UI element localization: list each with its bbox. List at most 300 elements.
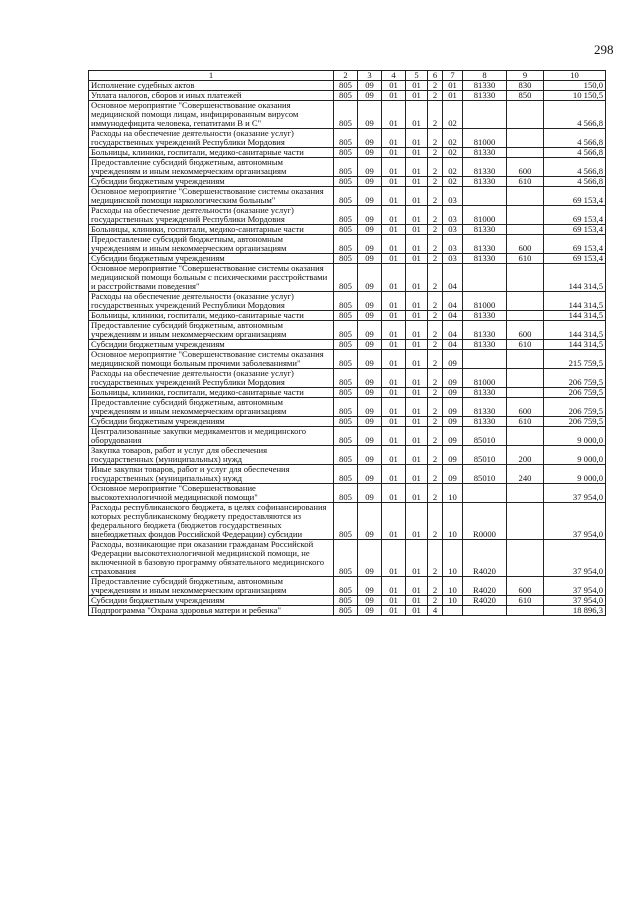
subsection-code: 01 [382, 340, 406, 350]
expense-type-code: 600 [507, 577, 544, 596]
event-code: 09 [443, 417, 463, 427]
row-name: Предоставление субсидий бюджетным, автономным учреждениям и иным некоммерческим организациям [89, 577, 334, 596]
program-code: 01 [406, 427, 428, 446]
direction-code [463, 606, 507, 616]
admin-code: 805 [334, 158, 358, 177]
expense-type-code: 830 [507, 81, 544, 91]
program-code: 01 [406, 606, 428, 616]
row-name: Предоставление субсидий бюджетным, автономным учреждениям и иным некоммерческим организациям [89, 158, 334, 177]
admin-code: 805 [334, 427, 358, 446]
section-code: 09 [358, 81, 382, 91]
row-name: Основное мероприятие "Совершенствование высокотехнологичной медицинской помощи" [89, 484, 334, 503]
program-code: 01 [406, 540, 428, 577]
expense-type-code [507, 606, 544, 616]
expense-type-code [507, 225, 544, 235]
direction-code: 81330 [463, 148, 507, 158]
table-row [89, 91, 606, 101]
subsection-code: 01 [382, 446, 406, 465]
amount: 4 566,8 [544, 158, 606, 177]
amount: 4 566,8 [544, 129, 606, 148]
direction-code: 85010 [463, 446, 507, 465]
column-header: 7 [443, 71, 463, 81]
direction-code: 81330 [463, 417, 507, 427]
row-name: Предоставление субсидий бюджетным, автономным учреждениям и иным некоммерческим организациям [89, 321, 334, 340]
event-code: 09 [443, 350, 463, 369]
section-code: 09 [358, 148, 382, 158]
program-code: 01 [406, 225, 428, 235]
admin-code: 805 [334, 292, 358, 311]
subprogram-code: 2 [428, 129, 443, 148]
subsection-code: 01 [382, 129, 406, 148]
row-name: Основное мероприятие "Совершенствование оказания медицинской помощи лицам, инфицированным вирусом иммунодефицита человека, гепатитами В и С" [89, 101, 334, 129]
subsection-code: 01 [382, 292, 406, 311]
expense-type-code [507, 101, 544, 129]
amount: 9 000,0 [544, 465, 606, 484]
subsection-code: 01 [382, 417, 406, 427]
budget-table [88, 70, 606, 616]
direction-code: 81330 [463, 177, 507, 187]
direction-code: 81330 [463, 388, 507, 398]
admin-code: 805 [334, 311, 358, 321]
subprogram-code: 2 [428, 577, 443, 596]
amount: 37 954,0 [544, 540, 606, 577]
admin-code: 805 [334, 446, 358, 465]
expense-type-code [507, 311, 544, 321]
section-code: 09 [358, 465, 382, 484]
expense-type-code [507, 388, 544, 398]
subprogram-code: 2 [428, 148, 443, 158]
admin-code: 805 [334, 540, 358, 577]
table-row [89, 503, 606, 540]
direction-code: 81330 [463, 340, 507, 350]
subprogram-code: 2 [428, 417, 443, 427]
event-code: 02 [443, 177, 463, 187]
direction-code: 81330 [463, 81, 507, 91]
subsection-code: 01 [382, 388, 406, 398]
section-code: 09 [358, 398, 382, 417]
section-code: 09 [358, 503, 382, 540]
expense-type-code [507, 292, 544, 311]
admin-code: 805 [334, 129, 358, 148]
admin-code: 805 [334, 417, 358, 427]
amount: 18 896,3 [544, 606, 606, 616]
subsection-code: 01 [382, 187, 406, 206]
admin-code: 805 [334, 606, 358, 616]
program-code: 01 [406, 398, 428, 417]
expense-type-code: 200 [507, 446, 544, 465]
column-header: 2 [334, 71, 358, 81]
table-row [89, 264, 606, 292]
subprogram-code: 2 [428, 311, 443, 321]
direction-code: 81330 [463, 91, 507, 101]
event-code: 04 [443, 292, 463, 311]
direction-code: 81000 [463, 206, 507, 225]
event-code: 02 [443, 148, 463, 158]
column-header: 10 [544, 71, 606, 81]
table-row [89, 254, 606, 264]
event-code: 03 [443, 254, 463, 264]
subprogram-code: 2 [428, 264, 443, 292]
section-code: 09 [358, 340, 382, 350]
subprogram-code: 2 [428, 81, 443, 91]
amount: 37 954,0 [544, 484, 606, 503]
subsection-code: 01 [382, 177, 406, 187]
event-code: 03 [443, 187, 463, 206]
table-row [89, 158, 606, 177]
section-code: 09 [358, 129, 382, 148]
row-name: Предоставление субсидий бюджетным, автономным учреждениям и иным некоммерческим организациям [89, 398, 334, 417]
program-code: 01 [406, 465, 428, 484]
direction-code: 81330 [463, 398, 507, 417]
subprogram-code: 2 [428, 254, 443, 264]
page-number: 298 [594, 42, 614, 57]
row-name: Расходы республиканского бюджета, в целях софинансирования которых республиканскому бюджету предоставляются из федерального бюджета (бюджетов государственных внебюджетных фондов Российской Федерации) субсидии [89, 503, 334, 540]
table-row [89, 369, 606, 388]
amount: 215 759,5 [544, 350, 606, 369]
subprogram-code: 2 [428, 350, 443, 369]
program-code: 01 [406, 340, 428, 350]
row-name: Закупка товаров, работ и услуг для обеспечения государственных (муниципальных) нужд [89, 446, 334, 465]
admin-code: 805 [334, 321, 358, 340]
subprogram-code: 2 [428, 446, 443, 465]
subprogram-code: 2 [428, 177, 443, 187]
program-code: 01 [406, 388, 428, 398]
expense-type-code [507, 148, 544, 158]
expense-type-code: 610 [507, 596, 544, 606]
table-row [89, 465, 606, 484]
amount: 10 150,5 [544, 91, 606, 101]
expense-type-code [507, 206, 544, 225]
subsection-code: 01 [382, 577, 406, 596]
expense-type-code: 850 [507, 91, 544, 101]
subsection-code: 01 [382, 596, 406, 606]
subsection-code: 01 [382, 484, 406, 503]
program-code: 01 [406, 446, 428, 465]
direction-code: R4020 [463, 540, 507, 577]
column-header: 8 [463, 71, 507, 81]
program-code: 01 [406, 91, 428, 101]
direction-code: 81000 [463, 129, 507, 148]
row-name: Расходы на обеспечение деятельности (оказание услуг) государственных учреждений Республики Мордовия [89, 292, 334, 311]
direction-code: 81330 [463, 225, 507, 235]
subsection-code: 01 [382, 350, 406, 369]
row-name: Централизованные закупки медикаментов и медицинского оборудования [89, 427, 334, 446]
admin-code: 805 [334, 596, 358, 606]
table-row [89, 292, 606, 311]
admin-code: 805 [334, 206, 358, 225]
subsection-code: 01 [382, 264, 406, 292]
row-name: Расходы на обеспечение деятельности (оказание услуг) государственных учреждений Республики Мордовия [89, 369, 334, 388]
admin-code: 805 [334, 350, 358, 369]
subprogram-code: 2 [428, 321, 443, 340]
expense-type-code: 610 [507, 254, 544, 264]
subprogram-code: 2 [428, 427, 443, 446]
expense-type-code [507, 187, 544, 206]
direction-code: 81330 [463, 311, 507, 321]
section-code: 09 [358, 369, 382, 388]
section-code: 09 [358, 187, 382, 206]
event-code: 02 [443, 101, 463, 129]
section-code: 09 [358, 206, 382, 225]
admin-code: 805 [334, 503, 358, 540]
expense-type-code [507, 503, 544, 540]
event-code: 03 [443, 235, 463, 254]
event-code: 09 [443, 427, 463, 446]
program-code: 01 [406, 101, 428, 129]
event-code: 10 [443, 503, 463, 540]
subsection-code: 01 [382, 369, 406, 388]
section-code: 09 [358, 596, 382, 606]
table-row [89, 484, 606, 503]
subprogram-code: 2 [428, 340, 443, 350]
admin-code: 805 [334, 187, 358, 206]
event-code: 01 [443, 81, 463, 91]
amount: 206 759,5 [544, 388, 606, 398]
admin-code: 805 [334, 398, 358, 417]
event-code: 09 [443, 465, 463, 484]
subsection-code: 01 [382, 398, 406, 417]
section-code: 09 [358, 427, 382, 446]
admin-code: 805 [334, 465, 358, 484]
direction-code: R4020 [463, 596, 507, 606]
event-code: 09 [443, 398, 463, 417]
section-code: 09 [358, 446, 382, 465]
subsection-code: 01 [382, 540, 406, 577]
program-code: 01 [406, 129, 428, 148]
table-row [89, 235, 606, 254]
program-code: 01 [406, 235, 428, 254]
section-code: 09 [358, 350, 382, 369]
expense-type-code [507, 484, 544, 503]
row-name: Подпрограмма "Охрана здоровья матери и ребенка" [89, 606, 334, 616]
table-row [89, 177, 606, 187]
direction-code: 81330 [463, 254, 507, 264]
subsection-code: 01 [382, 148, 406, 158]
program-code: 01 [406, 417, 428, 427]
admin-code: 805 [334, 81, 358, 91]
row-name: Больницы, клиники, госпитали, медико-санитарные части [89, 311, 334, 321]
amount: 206 759,5 [544, 398, 606, 417]
section-code: 09 [358, 264, 382, 292]
subprogram-code: 2 [428, 465, 443, 484]
admin-code: 805 [334, 235, 358, 254]
row-name: Субсидии бюджетным учреждениям [89, 340, 334, 350]
program-code: 01 [406, 158, 428, 177]
expense-type-code: 600 [507, 235, 544, 254]
amount: 69 153,4 [544, 225, 606, 235]
table-row [89, 577, 606, 596]
admin-code: 805 [334, 101, 358, 129]
amount: 37 954,0 [544, 596, 606, 606]
section-code: 09 [358, 235, 382, 254]
expense-type-code: 610 [507, 417, 544, 427]
amount: 69 153,4 [544, 187, 606, 206]
subsection-code: 01 [382, 254, 406, 264]
section-code: 09 [358, 321, 382, 340]
event-code: 02 [443, 158, 463, 177]
event-code: 01 [443, 91, 463, 101]
amount: 69 153,4 [544, 235, 606, 254]
table-row [89, 81, 606, 91]
subprogram-code: 2 [428, 388, 443, 398]
event-code: 10 [443, 596, 463, 606]
subsection-code: 01 [382, 235, 406, 254]
subprogram-code: 2 [428, 158, 443, 177]
subsection-code: 01 [382, 311, 406, 321]
amount: 69 153,4 [544, 206, 606, 225]
admin-code: 805 [334, 484, 358, 503]
admin-code: 805 [334, 91, 358, 101]
expense-type-code [507, 540, 544, 577]
subsection-code: 01 [382, 158, 406, 177]
section-code: 09 [358, 101, 382, 129]
event-code: 03 [443, 225, 463, 235]
amount: 4 566,8 [544, 177, 606, 187]
amount: 144 314,5 [544, 264, 606, 292]
direction-code [463, 187, 507, 206]
expense-type-code: 600 [507, 398, 544, 417]
table-row [89, 340, 606, 350]
subsection-code: 01 [382, 606, 406, 616]
event-code: 09 [443, 446, 463, 465]
subsection-code: 01 [382, 321, 406, 340]
program-code: 01 [406, 596, 428, 606]
table-row [89, 187, 606, 206]
row-name: Больницы, клиники, госпитали, медико-санитарные части [89, 388, 334, 398]
event-code: 04 [443, 340, 463, 350]
row-name: Расходы на обеспечение деятельности (оказание услуг) государственных учреждений Республики Мордовия [89, 129, 334, 148]
table-row [89, 148, 606, 158]
section-code: 09 [358, 177, 382, 187]
row-name: Расходы, возникающие при оказании гражданам Российской Федерации высокотехнологичной медицинской помощи, не включенной в базовую программу обязательного медицинского страхования [89, 540, 334, 577]
section-code: 09 [358, 417, 382, 427]
subprogram-code: 2 [428, 91, 443, 101]
table-row [89, 206, 606, 225]
table-row [89, 225, 606, 235]
direction-code: R0000 [463, 503, 507, 540]
expense-type-code [507, 350, 544, 369]
event-code: 10 [443, 484, 463, 503]
subprogram-code: 2 [428, 503, 443, 540]
amount: 206 759,5 [544, 417, 606, 427]
row-name: Расходы на обеспечение деятельности (оказание услуг) государственных учреждений Республики Мордовия [89, 206, 334, 225]
admin-code: 805 [334, 264, 358, 292]
amount: 144 314,5 [544, 311, 606, 321]
program-code: 01 [406, 206, 428, 225]
expense-type-code: 610 [507, 177, 544, 187]
subsection-code: 01 [382, 427, 406, 446]
amount: 4 566,8 [544, 148, 606, 158]
amount: 144 314,5 [544, 340, 606, 350]
amount: 37 954,0 [544, 503, 606, 540]
section-code: 09 [358, 606, 382, 616]
row-name: Предоставление субсидий бюджетным, автономным учреждениям и иным некоммерческим организациям [89, 235, 334, 254]
row-name: Иные закупки товаров, работ и услуг для обеспечения государственных (муниципальных) нужд [89, 465, 334, 484]
program-code: 01 [406, 177, 428, 187]
row-name: Субсидии бюджетным учреждениям [89, 596, 334, 606]
admin-code: 805 [334, 225, 358, 235]
subsection-code: 01 [382, 101, 406, 129]
amount: 9 000,0 [544, 446, 606, 465]
expense-type-code: 600 [507, 158, 544, 177]
row-name: Основное мероприятие "Совершенствование системы оказания медицинской помощи наркологическим больным" [89, 187, 334, 206]
event-code [443, 606, 463, 616]
amount: 37 954,0 [544, 577, 606, 596]
row-name: Основное мероприятие "Совершенствование системы оказания медицинской помощи больным с психическими расстройствами и расстройствами поведения" [89, 264, 334, 292]
table-row [89, 596, 606, 606]
section-code: 09 [358, 292, 382, 311]
section-code: 09 [358, 311, 382, 321]
program-code: 01 [406, 264, 428, 292]
direction-code: 81000 [463, 369, 507, 388]
header-row [89, 71, 606, 81]
section-code: 09 [358, 388, 382, 398]
program-code: 01 [406, 254, 428, 264]
amount: 150,0 [544, 81, 606, 91]
section-code: 09 [358, 577, 382, 596]
row-name: Больницы, клиники, госпитали, медико-санитарные части [89, 148, 334, 158]
event-code: 03 [443, 206, 463, 225]
subprogram-code: 2 [428, 187, 443, 206]
column-header: 9 [507, 71, 544, 81]
event-code: 09 [443, 369, 463, 388]
admin-code: 805 [334, 148, 358, 158]
subprogram-code: 2 [428, 206, 443, 225]
event-code: 10 [443, 577, 463, 596]
event-code: 02 [443, 129, 463, 148]
program-code: 01 [406, 369, 428, 388]
table-row [89, 321, 606, 340]
table-row [89, 101, 606, 129]
admin-code: 805 [334, 577, 358, 596]
row-name: Субсидии бюджетным учреждениям [89, 254, 334, 264]
subprogram-code: 2 [428, 101, 443, 129]
table-row [89, 388, 606, 398]
row-name: Основное мероприятие "Совершенствование системы оказания медицинской помощи больным прочими заболеваниями" [89, 350, 334, 369]
program-code: 01 [406, 81, 428, 91]
event-code: 04 [443, 264, 463, 292]
column-header: 3 [358, 71, 382, 81]
admin-code: 805 [334, 369, 358, 388]
event-code: 04 [443, 311, 463, 321]
column-header: 5 [406, 71, 428, 81]
table-row [89, 540, 606, 577]
program-code: 01 [406, 148, 428, 158]
subprogram-code: 2 [428, 398, 443, 417]
column-header: 1 [89, 71, 334, 81]
row-name: Субсидии бюджетным учреждениям [89, 417, 334, 427]
row-name: Больницы, клиники, госпитали, медико-санитарные части [89, 225, 334, 235]
row-name: Исполнение судебных актов [89, 81, 334, 91]
table-row [89, 427, 606, 446]
subprogram-code: 2 [428, 540, 443, 577]
subprogram-code: 2 [428, 484, 443, 503]
program-code: 01 [406, 187, 428, 206]
program-code: 01 [406, 503, 428, 540]
subprogram-code: 2 [428, 225, 443, 235]
subsection-code: 01 [382, 503, 406, 540]
expense-type-code [507, 129, 544, 148]
amount: 144 314,5 [544, 321, 606, 340]
direction-code [463, 101, 507, 129]
direction-code: 81330 [463, 158, 507, 177]
admin-code: 805 [334, 254, 358, 264]
program-code: 01 [406, 484, 428, 503]
event-code: 04 [443, 321, 463, 340]
subsection-code: 01 [382, 225, 406, 235]
direction-code: 85010 [463, 427, 507, 446]
amount: 144 314,5 [544, 292, 606, 311]
